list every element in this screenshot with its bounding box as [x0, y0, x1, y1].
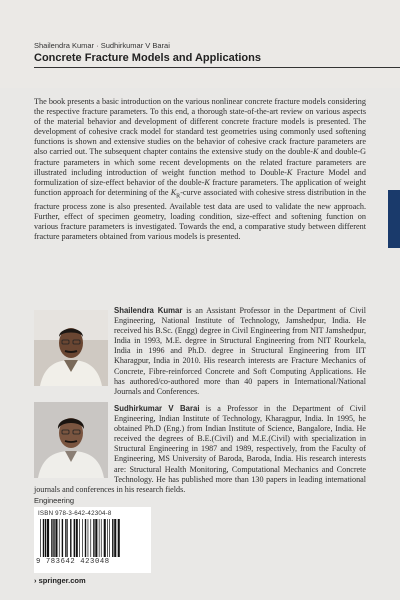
barcode-bar — [45, 519, 46, 557]
isbn-text: ISBN 978-3-642-42304-8 — [38, 510, 112, 517]
barcode-bar — [55, 519, 57, 557]
barcode-bar — [59, 519, 60, 557]
barcode-bar — [88, 519, 89, 557]
description-segment: fracture parameters. The application of weight function approach for determining of the — [34, 177, 366, 197]
description-segment: K — [204, 177, 210, 187]
author-2-text: is a Professor in the Department of Civil Engineering, Indian Institute of Technology, Kharagpur, India. In 1995, he obtained Ph.D (Eng.) from Indian Institute of Science, Bangalore, India. He received the degrees of B.E.(Civil) and M.E.(Civil) with specialization in Structural Engineering in 1987 and 1989, respectively, from the Faculty of Engineering, MS University of Baroda, Baroda, India. His research interests are: Structural Health Monitoring, Computational Mechanics and Concrete Technology. He has published more than 130 papers in leading international journals and conferences in his research fields. — [34, 404, 366, 494]
barcode-bar — [79, 519, 80, 557]
barcode-bar — [114, 519, 116, 557]
barcode-bar — [40, 519, 41, 557]
barcode-bar — [82, 519, 83, 557]
barcode-bar — [65, 519, 66, 557]
barcode-bar — [101, 519, 102, 557]
description-segment: Fracture Model and formulization of size-effect behavior of the double- — [34, 167, 366, 187]
barcode-bar — [112, 519, 113, 557]
barcode-bar — [53, 519, 54, 557]
barcode-bar — [70, 519, 71, 557]
description-segment: R — [176, 193, 181, 200]
barcode-bar — [104, 519, 106, 557]
author-1-name: Shailendra Kumar — [114, 306, 183, 315]
author-photo-2 — [34, 402, 108, 478]
barcode-bar — [118, 519, 120, 557]
barcode-number: 9 783642 423048 — [36, 558, 110, 566]
barcode-bar — [99, 519, 100, 557]
description-segment: K — [286, 167, 293, 177]
author-photo-1 — [34, 310, 108, 386]
description-segment: K — [313, 147, 319, 157]
barcode-bar — [62, 519, 63, 557]
authors-line: Shailendra Kumar · Sudhirkumar V Barai — [34, 41, 170, 50]
barcode-bar — [51, 519, 52, 557]
barcode-bar — [47, 519, 49, 557]
barcode-bar — [76, 519, 78, 557]
author-2-name: Sudhirkumar V Barai — [114, 404, 200, 413]
barcode-bar — [95, 519, 97, 557]
barcode-bar — [74, 519, 75, 557]
barcode-block — [34, 507, 151, 573]
description-segment: The book presents a basic introduction on the various nonlinear concrete fracture models considering the respective fracture parameters. To this end, a thorough state-of-the-art review on various aspects of the material behavior and development of different concrete fracture models is presented. The development of cohesive crack model for standard test geometries using commonly used softening functions is shown and extensive studies on the behavior of cohesive crack fracture parameters are also carried out. The subsequent chapter contains the extensive study on the double- — [34, 97, 366, 157]
book-description — [34, 97, 366, 242]
barcode-bar — [90, 519, 91, 557]
subject-label: Engineering — [34, 496, 75, 505]
description-segment: and double-G fracture parameters in which some recent developments on the related fracture parameters are illustrated including introduction of weight function method to Double- — [34, 147, 366, 177]
barcode-bar — [107, 519, 108, 557]
barcode-bar — [85, 519, 86, 557]
publisher-link[interactable]: › springer.com — [34, 576, 86, 585]
barcode-bar — [109, 519, 110, 557]
author-1-text: is an Assistant Professor in the Department of Civil Engineering, National Institute of Technology, Jamshedpur, India. He received his B.Sc. (Engg) degree in Civil Engineering from NIT Jamshedpur, India in 1993, M.E. degree in Structural Engineering from NIT Rourkela, India in 1996 and Ph.D. degree in Structural Engineering from IIT Kharagpur, India in 2010. His research interests are Fracture Mechanics of Concrete, Fibre-reinforced Concrete and Soft Computing Applications. He has authored/co-authored more than 40 papers in International/National Journals and Conferences. — [114, 306, 366, 396]
barcode-bar — [93, 519, 94, 557]
title-rule — [34, 67, 400, 68]
description-segment: -curve associated with cohesive stress distribution in the fracture process zone is also presented. Available test data are used to validate the new approach. Further, effect of specimen geometry, loading condition, size-effect and softening function on various fracture parameters is investigated. Towards the end, a comparative study between different fracture parameters obtained from various models is presented. — [34, 187, 366, 241]
barcode-icon — [40, 519, 146, 557]
description-segment: K — [170, 187, 177, 197]
barcode-bar — [67, 519, 68, 557]
spine-accent-bar — [388, 190, 400, 248]
barcode-bar — [43, 519, 44, 557]
book-title: Concrete Fracture Models and Applications — [34, 52, 261, 64]
